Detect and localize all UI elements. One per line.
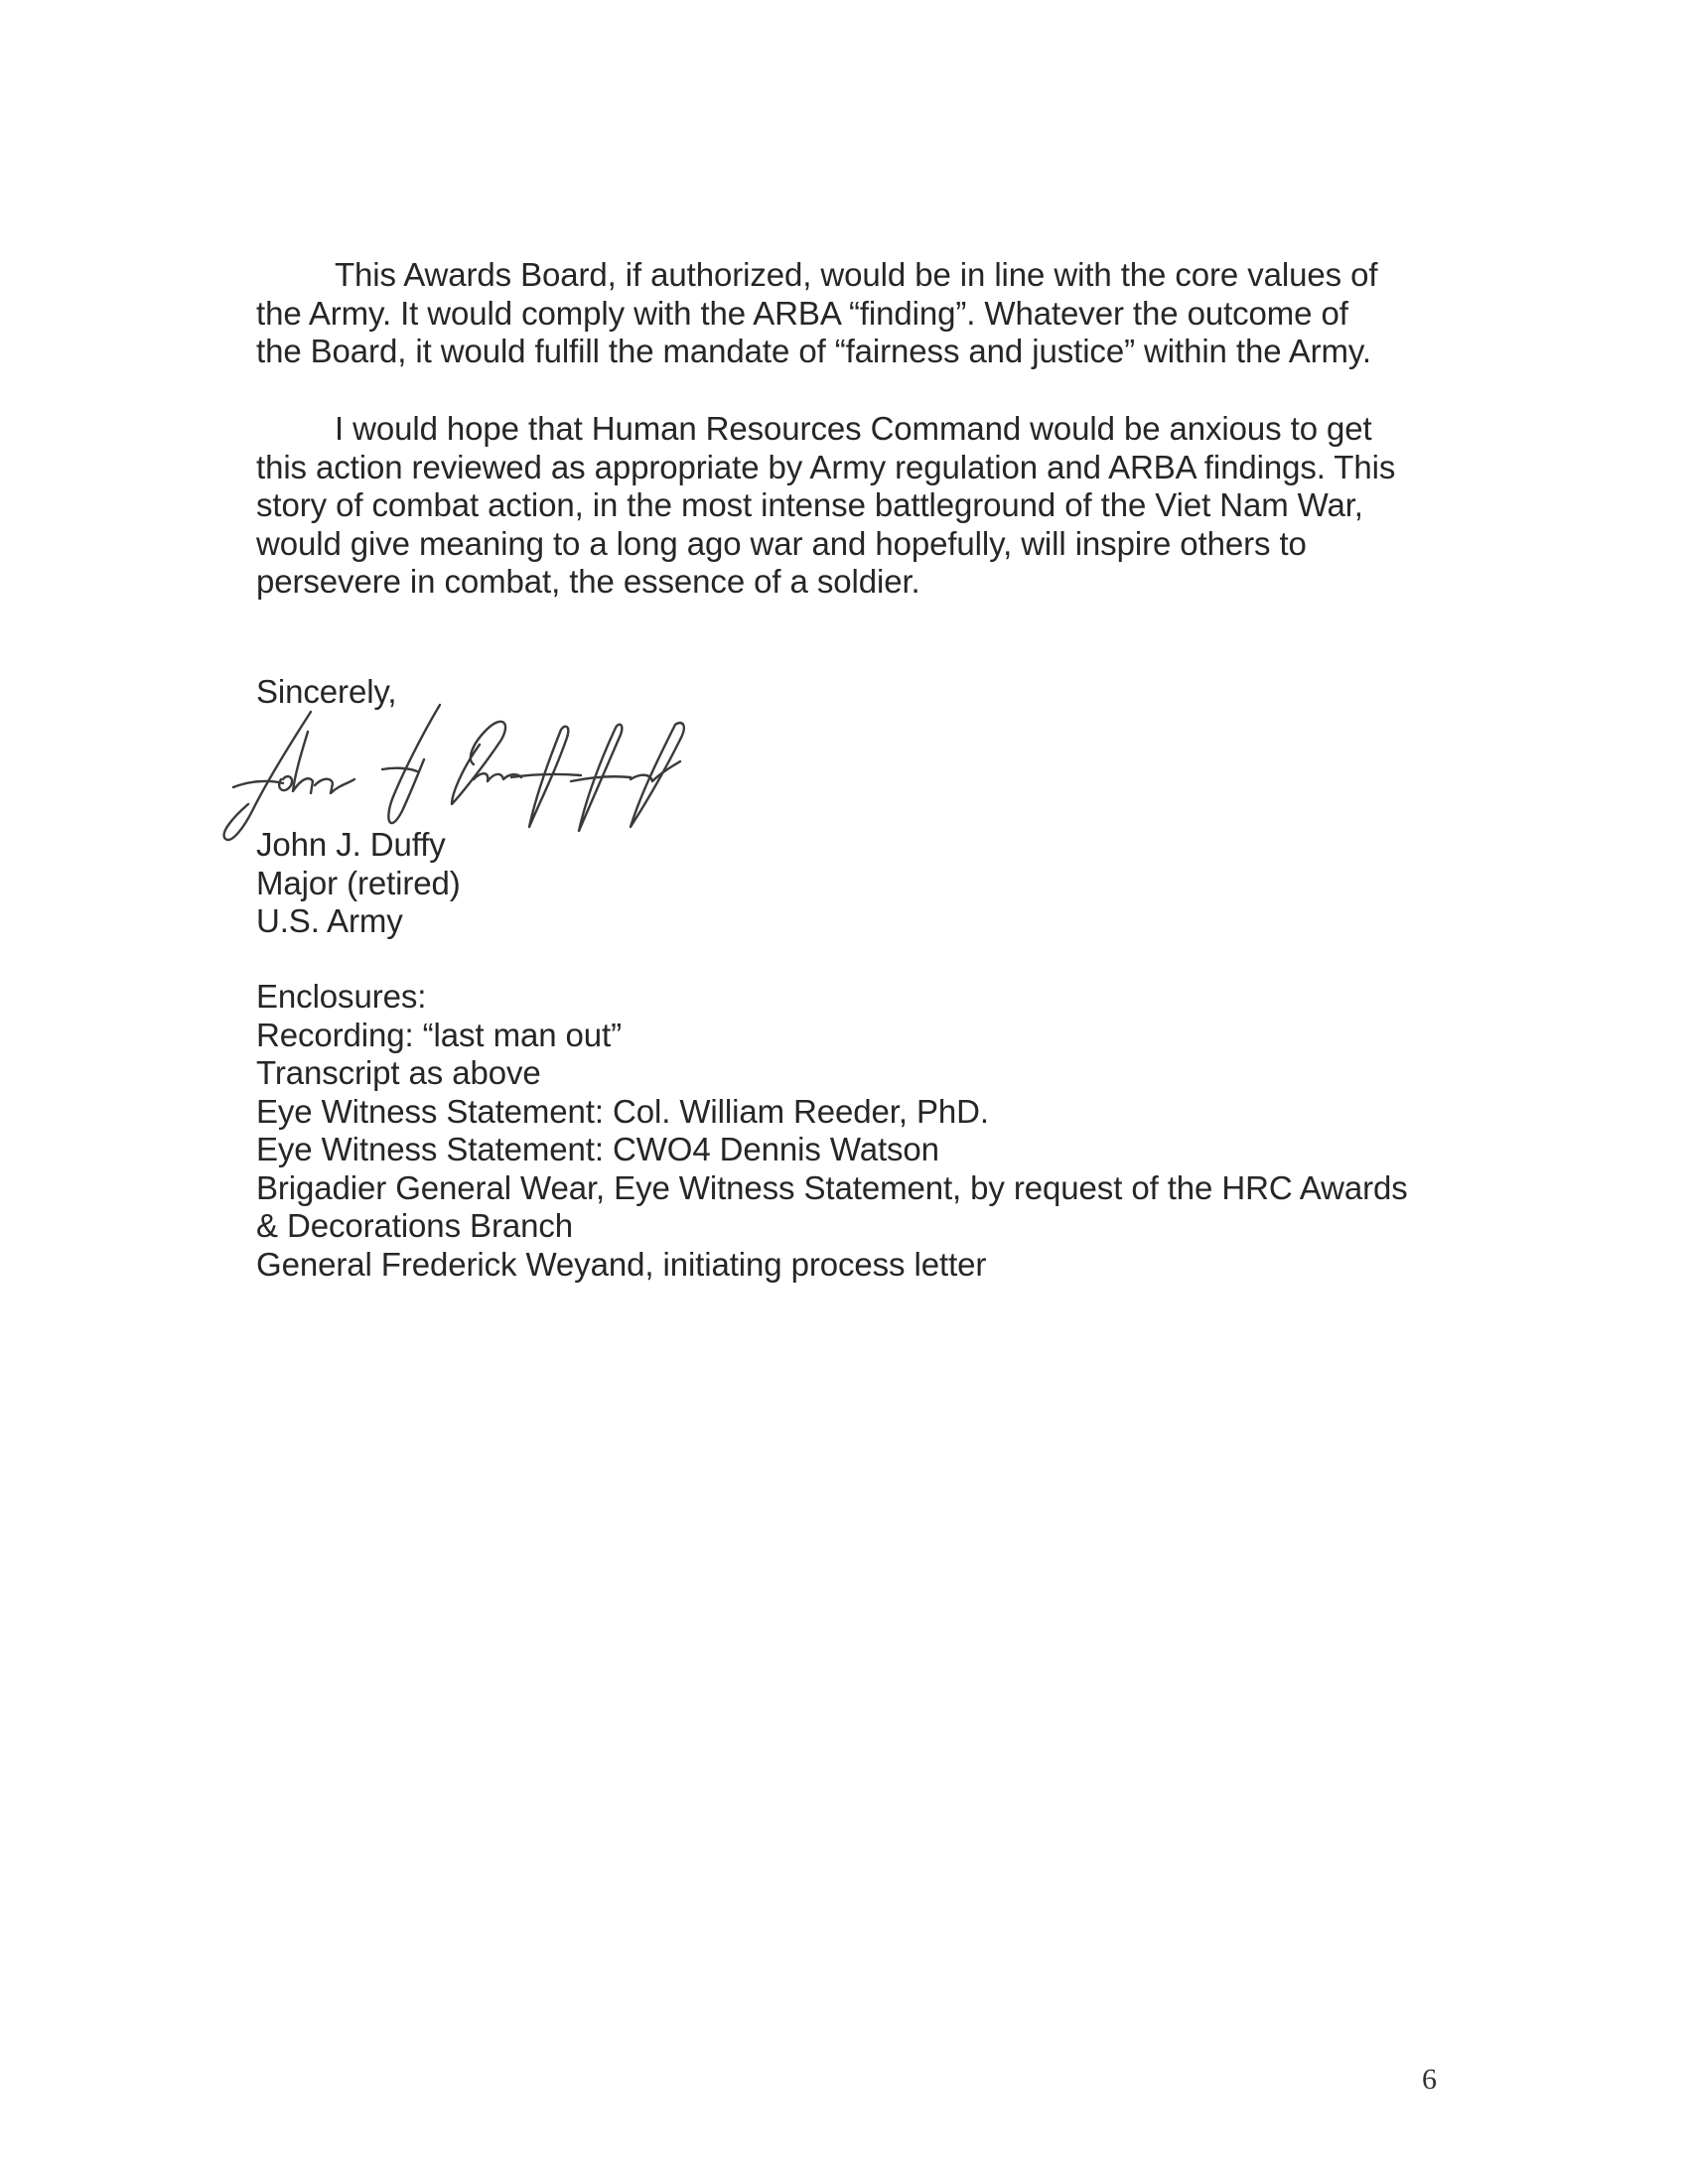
paragraph-line: would give meaning to a long ago war and hopefully, will inspire others to [256, 524, 1307, 562]
paragraph-line: the Army. It would comply with the ARBA “finding”. Whatever the outcome of [256, 294, 1348, 332]
enclosures [256, 978, 1408, 1284]
paragraph-line: This Awards Board, if authorized, would be in line with the core values of [335, 256, 1378, 293]
paragraph-line: I would hope that Human Resources Command would be anxious to get [335, 410, 1372, 447]
enclosure-item: Eye Witness Statement: Col. William Reeder, PhD. [256, 1092, 989, 1130]
enclosures-heading: Enclosures: [256, 978, 427, 1015]
closing-text: Sincerely, [256, 673, 397, 710]
enclosure-item: General Frederick Weyand, initiating process letter [256, 1245, 987, 1283]
enclosure-item: Transcript as above [256, 1054, 541, 1091]
paragraph-line: the Board, it would fulfill the mandate of “fairness and justice” within the Army. [256, 333, 1371, 369]
paragraph-line: this action reviewed as appropriate by Army regulation and ARBA findings. This [256, 448, 1396, 485]
signer-name: John J. Duffy [256, 826, 446, 863]
enclosure-item: Recording: “last man out” [256, 1016, 622, 1053]
paragraph-line: persevere in combat, the essence of a soldier. [256, 563, 920, 600]
signature-block [256, 826, 461, 941]
page-number: 6 [1422, 2063, 1437, 2096]
paragraph-2 [256, 410, 1395, 602]
signer-branch: U.S. Army [256, 902, 403, 939]
enclosure-item: & Decorations Branch [256, 1207, 573, 1244]
enclosure-item: Brigadier General Wear, Eye Witness Statement, by request of the HRC Awards [256, 1168, 1408, 1206]
signer-rank: Major (retired) [256, 864, 461, 901]
paragraph-line: story of combat action, in the most intense battleground of the Viet Nam War, [256, 486, 1363, 523]
enclosure-item: Eye Witness Statement: CWO4 Dennis Watson [256, 1131, 939, 1167]
paragraph-1 [256, 256, 1377, 371]
